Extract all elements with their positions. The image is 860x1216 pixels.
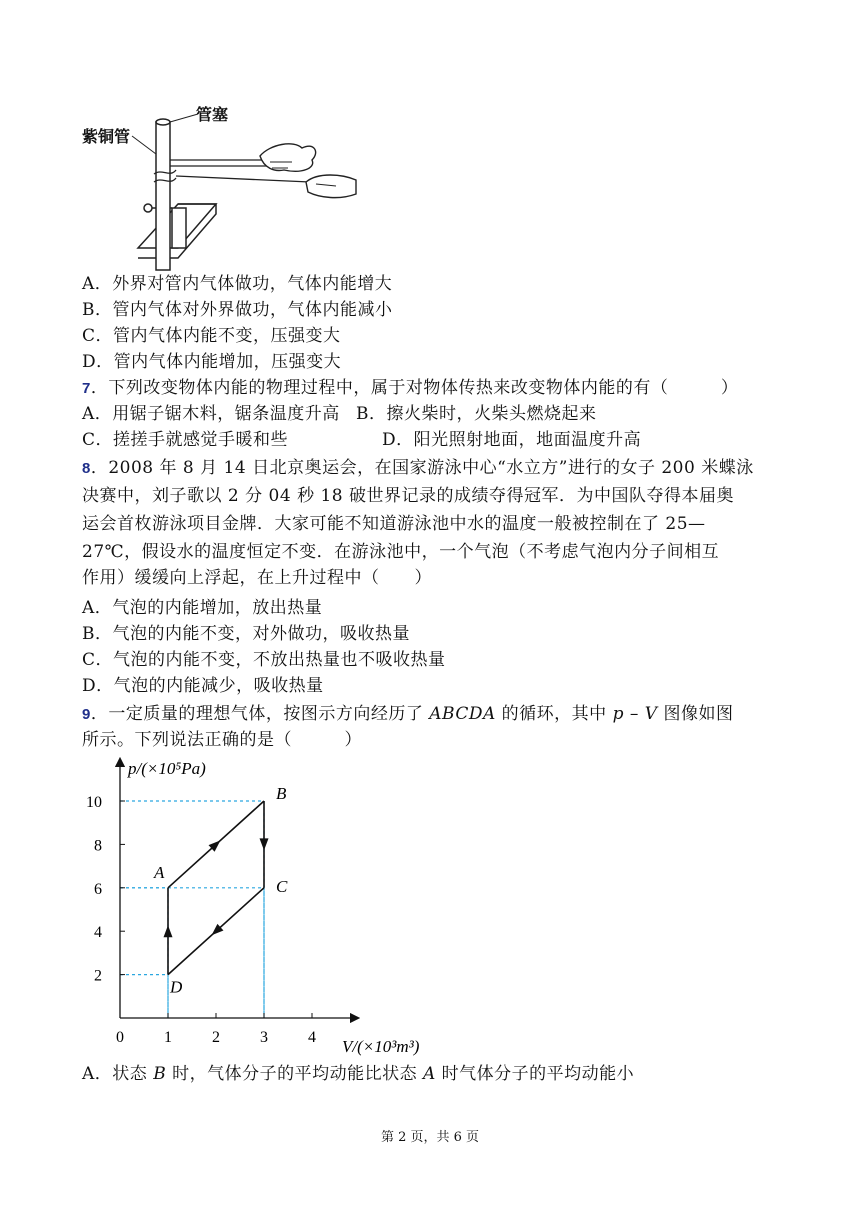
point-label-B: B [276, 784, 287, 803]
y-tick-label-2: 2 [94, 967, 102, 985]
x-tick-label-2: 2 [212, 1029, 220, 1046]
q9-stem-line-2: 所示。下列说法正确的是（ ） [82, 730, 362, 750]
q7-stem [82, 376, 738, 401]
q7-option-d: D．阳光照射地面，地面温度升高 [382, 430, 642, 450]
q8-option-d: D．气泡的内能减少，吸收热量 [82, 676, 324, 696]
q9-option-a-text-2: 时，气体分子的平均动能比状态 [166, 1064, 423, 1084]
q8-number: 8 [82, 460, 91, 477]
q9-dash: – [623, 704, 645, 724]
point-labels [153, 784, 288, 997]
copper-tube-figure [80, 96, 380, 271]
q8-option-c: C．气泡的内能不变，不放出热量也不吸收热量 [82, 650, 446, 670]
q9-v-symbol: V [644, 704, 658, 724]
x-tick-label-3: 3 [260, 1029, 268, 1046]
x-axis-label: V/(×10³m³) [342, 1037, 420, 1056]
y-tick-label-4: 4 [94, 924, 102, 942]
q9-cycle-label: ABCDA [429, 704, 496, 724]
label-tube-plug: 管塞 [196, 105, 229, 124]
q8-stem-line-3: 运会首枚游泳项目金牌．大家可能不知道游泳池中水的温度一般被控制在了 25— [82, 514, 706, 534]
point-label-A: A [154, 862, 165, 882]
page-footer: 第 2 页，共 6 页 [380, 1130, 480, 1145]
q9-option-a-text-3: 时气体分子的平均动能小 [435, 1064, 635, 1084]
chart-axes [120, 762, 355, 1018]
q8-option-b: B．气泡的内能不变，对外做功，吸收热量 [82, 624, 410, 644]
q9-stem-line-1 [82, 702, 733, 727]
q9-text-a: ．一定质量的理想气体，按图示方向经历了 [90, 704, 430, 724]
q7-option-b: B．擦火柴时，火柴头燃烧起来 [356, 404, 597, 424]
label-copper-tube: 紫铜管 [82, 127, 131, 146]
point-label-D: D [170, 977, 183, 997]
q9-text-c: 图像如图 [657, 704, 734, 724]
q7-option-c: C．搓搓手就感觉手暖和些 [82, 430, 289, 450]
q8-stem-line-4: 27℃，假设水的温度恒定不变．在游泳池中，一个气泡（不考虑气泡内分子间相互 [82, 542, 720, 562]
q8-stem-line-1 [82, 456, 754, 481]
q6-option-d: D．管内气体内能增加，压强变大 [82, 352, 342, 372]
q7-number: 7 [82, 380, 91, 397]
q6-option-c: C．管内气体内能不变，压强变大 [82, 326, 341, 346]
q9-number: 9 [82, 706, 91, 723]
guide-lines [120, 801, 264, 1018]
q9-option-a-state-b: B [153, 1064, 167, 1084]
arrow-DA [164, 925, 173, 937]
y-axis-label: p/(×10⁵Pa) [128, 759, 206, 778]
x-tick-label-0: 0 [116, 1029, 124, 1046]
y-tick-label-10: 10 [86, 794, 102, 811]
q9-p-symbol: p [612, 704, 624, 724]
y-tick-label-8: 8 [94, 837, 102, 855]
y-tick-label-6: 6 [94, 880, 102, 898]
q7-option-a: A．用锯子锯木料，锯条温度升高 [82, 404, 340, 424]
q9-option-a-state-a: A [423, 1064, 436, 1084]
arrow-BC [260, 838, 269, 850]
q9-option-a-text-1: A．状态 [82, 1064, 154, 1084]
q8-text-1: ．2008 年 8 月 14 日北京奥运会，在国家游泳中心“水立方”进行的女子 200 米蝶泳 [90, 458, 754, 478]
q9-text-b: 的循环，其中 [495, 704, 613, 724]
q7-text: ．下列改变物体内能的物理过程中，属于对物体传热来改变物体内能的有（ ） [90, 378, 739, 398]
point-label-C: C [276, 876, 288, 896]
q8-stem-line-5: 作用）缓缓向上浮起，在上升过程中（ ） [82, 568, 432, 588]
q6-option-a: A．外界对管内气体做功，气体内能增大 [82, 274, 393, 294]
pv-diagram-chart [70, 752, 450, 1062]
q6-option-b: B．管内气体对外界做功，气体内能减小 [82, 300, 393, 320]
q8-stem-line-2: 决赛中，刘子歌以 2 分 04 秒 18 破世界记录的成绩夺得冠军．为中国队夺得本届奥 [82, 486, 735, 506]
q8-option-a: A．气泡的内能增加，放出热量 [82, 598, 323, 618]
x-tick-label-4: 4 [308, 1029, 316, 1046]
q9-option-a [82, 1062, 634, 1086]
x-tick-label-1: 1 [164, 1029, 172, 1046]
